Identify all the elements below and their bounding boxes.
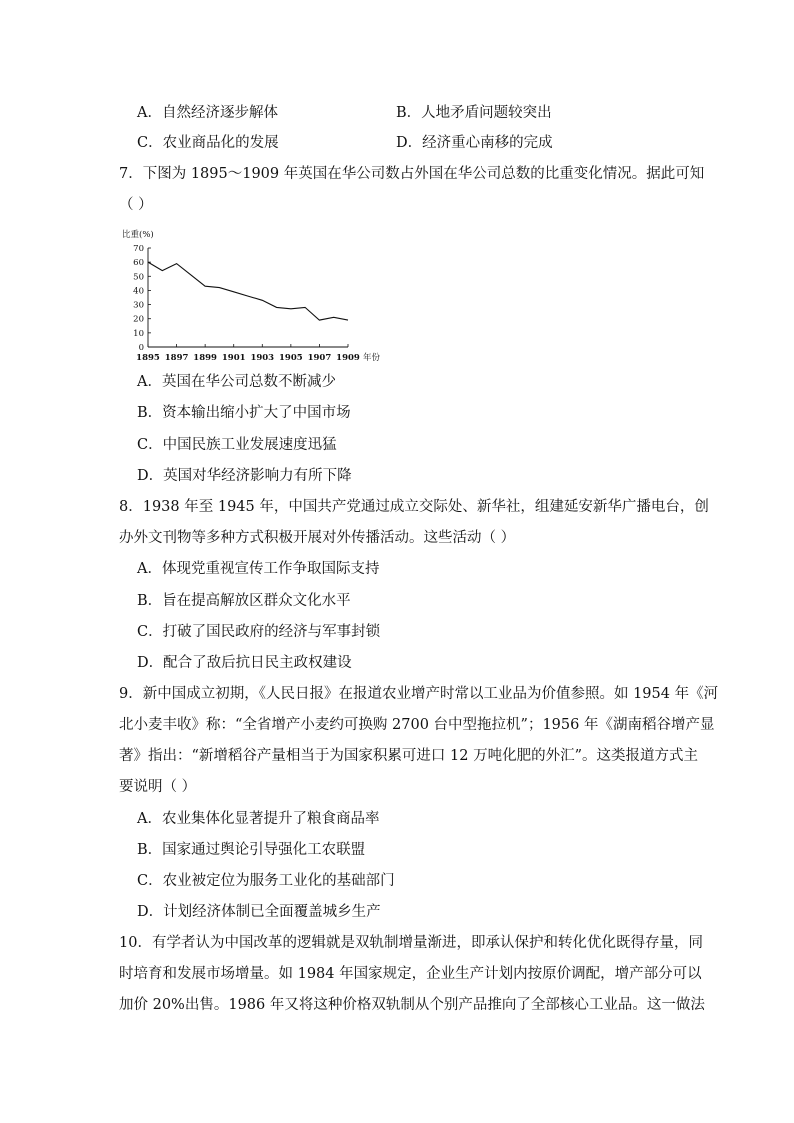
x-tick-label: 1903 [250, 353, 275, 363]
q7-line-chart [118, 226, 398, 366]
y-tick-label: 60 [133, 258, 144, 269]
q8-option-b: B．旨在提高解放区群众文化水平 [137, 593, 351, 609]
x-tick-label: 1907 [307, 353, 332, 363]
q10-stem-line1: 10．有学者认为中国改革的逻辑就是双轨制增量渐进，即承认保护和转化优化既得存量，同 [119, 935, 703, 951]
y-tick-label: 30 [133, 300, 144, 311]
x-tick-label: 1895 [136, 353, 160, 363]
x-tick-label: 1901 [221, 353, 246, 363]
x-tick-label: 1909 [336, 353, 360, 363]
y-tick-label: 40 [133, 286, 144, 297]
y-tick-label: 50 [133, 272, 144, 283]
q8-option-a: A．体现党重视宣传工作争取国际支持 [137, 561, 380, 577]
chart-series-line [148, 262, 348, 320]
q9-option-d: D．计划经济体制已全面覆盖城乡生产 [137, 904, 381, 920]
y-tick-label: 10 [133, 328, 144, 339]
q7-stem-line2: （ ） [119, 197, 153, 213]
q10-stem-line2: 时培育和发展市场增量。如 1984 年国家规定，企业生产计划内按原价调配，增产部分可以 [119, 966, 702, 982]
q9-stem-line2: 北小麦丰收》称：“全省增产小麦约可换购 2700 台中型拖拉机”；1956 年《湖南稻谷增产显 [119, 717, 715, 733]
y-tick-label: 20 [133, 314, 144, 325]
q9-option-a: A．农业集体化显著提升了粮食商品率 [137, 811, 380, 827]
q7-stem-line1: 7．下图为 1895～1909 年英国在华公司数占外国在华公司总数的比重变化情况。据此可知 [119, 166, 705, 182]
q8-option-c: C．打破了国民政府的经济与军事封锁 [137, 624, 381, 640]
q9-option-c: C．农业被定位为服务工业化的基础部门 [137, 873, 395, 889]
q6-option-d: D．经济重心南移的完成 [396, 135, 553, 151]
q6-option-b: B．人地矛盾问题较突出 [396, 105, 552, 121]
q7-option-a: A．英国在华公司总数不断减少 [137, 374, 336, 390]
q7-option-b: B．资本输出缩小扩大了中国市场 [137, 405, 351, 421]
x-tick-label: 1899 [193, 353, 217, 363]
y-tick-label: 0 [138, 343, 144, 353]
y-tick-label: 70 [133, 244, 144, 254]
chart-ylabel: 比重(%) [122, 230, 154, 240]
q8-option-d: D．配合了敌后抗日民主政权建设 [137, 655, 352, 671]
x-tick-label: 1897 [164, 353, 189, 363]
q6-option-c: C．农业商品化的发展 [137, 135, 279, 151]
x-tick-label: 1905 [279, 353, 303, 363]
q10-stem-line3: 加价 20%出售。1986 年又将这种价格双轨制从个别产品推向了全部核心工业品。这一做法 [119, 997, 705, 1013]
q6-option-a: A．自然经济逐步解体 [137, 105, 278, 121]
chart-xlabel: 年份 [363, 353, 381, 363]
q9-stem-line1: 9．新中国成立初期，《人民日报》在报道农业增产时常以工业品为价值参照。如 1954 年《河 [119, 686, 719, 702]
q7-option-d: D．英国对华经济影响力有所下降 [137, 468, 352, 484]
q9-stem-line4: 要说明（ ） [119, 779, 197, 795]
q8-stem-line2: 办外文刊物等多种方式积极开展对外传播活动。这些活动（ ） [119, 530, 516, 546]
q8-stem-line1: 8．1938 年至 1945 年，中国共产党通过成立交际处、新华社，组建延安新华广播电台，创 [119, 499, 709, 515]
q7-option-c: C．中国民族工业发展速度迅猛 [137, 437, 337, 453]
q9-option-b: B．国家通过舆论引导强化工农联盟 [137, 842, 366, 858]
q9-stem-line3: 著》指出：“新增稻谷产量相当于为国家积累可进口 12 万吨化肥的外汇”。这类报道方式主 [119, 748, 698, 764]
